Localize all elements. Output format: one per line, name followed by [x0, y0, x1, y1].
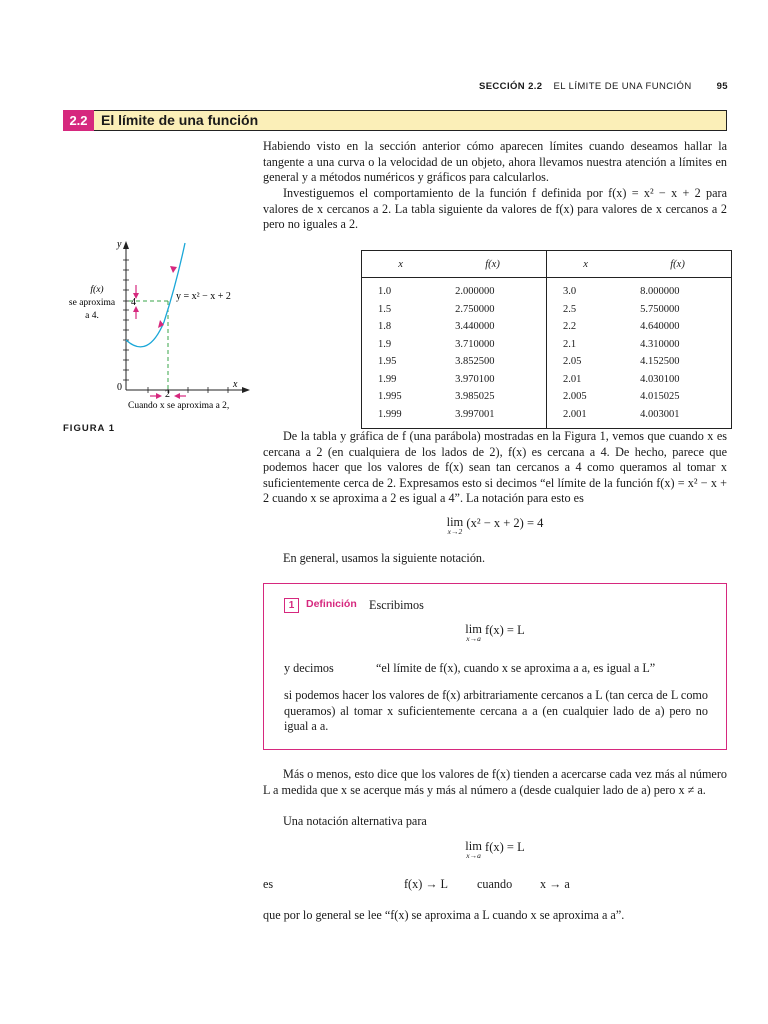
definition-equation — [263, 623, 727, 643]
values-table — [361, 250, 732, 429]
paragraph-6: Una notación alternativa para — [283, 814, 427, 828]
left-arrow-icon — [174, 393, 180, 399]
table-row — [362, 278, 732, 301]
table-cell: 1.5 — [378, 303, 392, 315]
equation-limit-2 — [263, 516, 727, 536]
table-cell: 2.005 — [562, 391, 587, 403]
table-cell: 2.05 — [562, 356, 582, 368]
y-tick-4: 4 — [131, 297, 136, 308]
table-cell: 4.030100 — [640, 373, 680, 385]
page-number: 95 — [716, 81, 728, 92]
section-number: 2.2 — [63, 110, 94, 131]
lim-operator: lim x→a — [465, 622, 482, 643]
alt-when: cuando — [477, 877, 513, 891]
table-row — [362, 371, 732, 389]
table-cell: 4.640000 — [640, 321, 680, 333]
table-header: f(x) — [439, 251, 546, 278]
arrow-icon — [158, 320, 164, 328]
definition-expression: f(x) = L — [485, 623, 525, 637]
table-cell: 2.5 — [562, 303, 577, 315]
table-header: x — [546, 251, 624, 278]
table-row — [362, 318, 732, 336]
definition-title: Definición — [306, 598, 357, 610]
table-cell: 4.152500 — [640, 356, 680, 368]
lim-operator: lim x→a — [465, 839, 482, 860]
caption-bottom: Cuando x se aproxima a 2, — [128, 401, 230, 411]
table-cell: 4.003001 — [640, 408, 680, 420]
section-title: El límite de una función — [101, 112, 259, 128]
alt-left: f(x) → L — [404, 877, 448, 891]
intro-paragraph-2: Investiguemos el comportamiento de la función f definida por f(x) = x² − x + 2 para valores de x cercanos a 2. La tabla siguiente da valores de f(x) para valores de x cercanos a 2 pero no iguales a 2. — [263, 186, 727, 232]
x-tick-2: 2 — [165, 389, 170, 400]
paragraph-7: que por lo general se lee “f(x) se aproxima a L cuando x se aproxima a a”. — [263, 908, 625, 922]
y-axis-label: y — [117, 239, 122, 250]
paragraph-5: Más o menos, esto dice que los valores de f(x) tienden a acercarse cada vez más al número L a medida que x se acerque más y más al número a (desde cualquier lado de a) pero x ≠ a. — [263, 767, 727, 797]
table-cell: 1.0 — [378, 286, 392, 298]
definition-quote: “el límite de f(x), cuando x se aproxima a a, es igual a L” — [376, 661, 656, 675]
caption-to-4: a 4. — [85, 311, 99, 321]
table-row — [362, 336, 732, 354]
definition-body: si podemos hacer los valores de f(x) arbitrariamente cercanos a L (tan cerca de L como queramos) al tomar x suficientemente cercana a a (en cualquier lado de a) pero no igual a a. — [284, 688, 708, 734]
table-cell: 2.750000 — [439, 301, 546, 319]
paragraph-4: En general, usamos la siguiente notación. — [283, 551, 486, 565]
right-arrow-icon — [156, 393, 162, 399]
definition-lead: Escribimos — [369, 598, 424, 612]
table-header: x — [362, 251, 440, 278]
table-cell: 8.000000 — [640, 286, 680, 298]
figure-1-graph — [60, 235, 260, 415]
table-cell: 2.01 — [562, 373, 582, 385]
alt-right: x → a — [540, 877, 570, 891]
table-cell: 1.99 — [378, 373, 397, 385]
table-cell: 3.970100 — [439, 371, 546, 389]
alt-es: es — [263, 877, 274, 891]
definition-number: 1 — [284, 598, 299, 613]
table-row — [362, 388, 732, 406]
table-cell: 4.310000 — [640, 338, 680, 350]
table-row — [362, 406, 732, 429]
table-cell: 2.001 — [562, 408, 587, 420]
table-cell: 2.2 — [562, 321, 577, 333]
table-cell: 3.710000 — [439, 336, 546, 354]
table-header: f(x) — [624, 251, 731, 278]
table-cell: 1.999 — [378, 408, 402, 420]
table-body — [362, 278, 732, 429]
table-cell: 1.8 — [378, 321, 392, 333]
figure-label: FIGURA 1 — [63, 423, 115, 434]
table-cell: 5.750000 — [640, 303, 680, 315]
intro-paragraph-1: Habiendo visto en la sección anterior cómo aparecen límites cuando deseamos hallar la tangente a una curva o la velocidad de un objeto, ahora llevamos nuestra atención a límites en general y a métodos numéricos y gráficos para calcularlos. — [263, 139, 727, 185]
table-cell: 3.997001 — [439, 406, 546, 429]
table-row — [362, 301, 732, 319]
running-head-section: SECCIÓN 2.2 — [478, 81, 543, 92]
definition-say: y decimos — [284, 661, 334, 675]
caption-approaches: se aproxima — [68, 298, 116, 308]
table-cell: 1.95 — [378, 356, 397, 368]
paragraph-3: De la tabla y gráfica de f (una parábola) mostradas en la Figura 1, vemos que cuando x es cercana a 2 (en cualquiera de los lados de 2), f(x) es cercana a 4. De hecho, parece que podemos hacer que los valores de f(x) sean tan cercanos a 4 como queramos al tomar x suficientemente cerca de 2. Expresamos esto si decimos “el límite de la función f(x) = x² − x + 2 cuando x se aproxima a 2 es igual a 4”. La notación para esto es — [263, 429, 727, 506]
table-cell: 2.000000 — [439, 278, 546, 301]
table-cell: 2.1 — [562, 338, 577, 350]
running-head-title: EL LÍMITE DE UNA FUNCIÓN — [553, 81, 692, 92]
table-cell: 3.985025 — [439, 388, 546, 406]
table-cell: 1.995 — [378, 391, 402, 403]
equation-alt — [263, 840, 727, 860]
caption-fx: f(x) — [90, 285, 104, 295]
running-head — [479, 81, 728, 92]
table-cell: 3.852500 — [439, 353, 546, 371]
equation-expression: (x² − x + 2) = 4 — [466, 516, 544, 530]
table-row — [362, 353, 732, 371]
curve-label: y = x² − x + 2 — [176, 291, 231, 302]
arrow-icon — [170, 266, 177, 273]
lim-operator: lim x→2 — [446, 515, 464, 536]
table-cell: 3.440000 — [439, 318, 546, 336]
table-cell: 3.0 — [562, 286, 577, 298]
equation-expression: f(x) = L — [485, 840, 525, 854]
origin-label: 0 — [117, 382, 122, 393]
x-axis-label: x — [233, 379, 238, 390]
table-cell: 1.9 — [378, 338, 392, 350]
table-cell: 4.015025 — [640, 391, 680, 403]
